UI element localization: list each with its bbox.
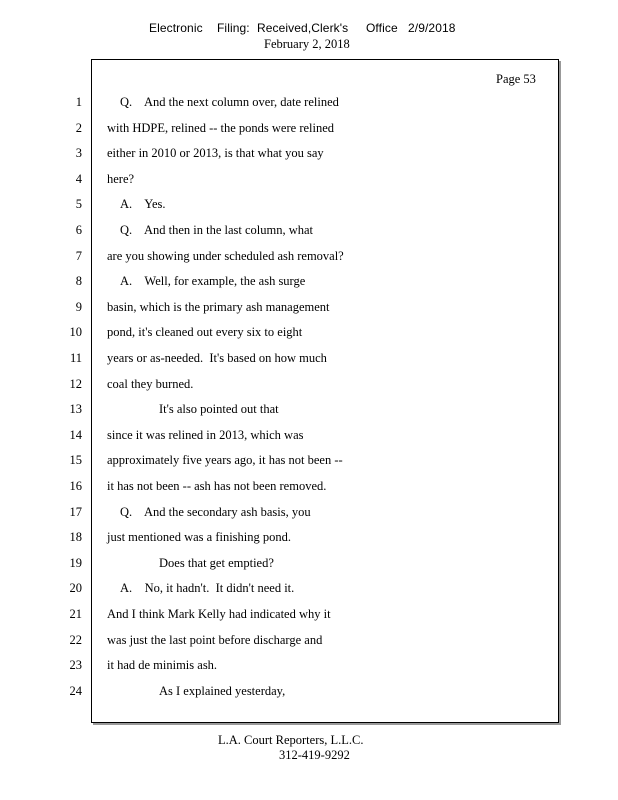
page-number: Page 53 <box>496 72 536 86</box>
line-number: 21 <box>69 607 82 621</box>
transcript-line <box>0 194 618 214</box>
line-number: 23 <box>69 658 82 673</box>
transcript-date: February 2, 2018 <box>264 37 350 51</box>
line-text: since it was relined in 2013, which was <box>107 427 304 442</box>
line-number: 6 <box>75 223 82 237</box>
transcript-line <box>0 246 618 266</box>
line-number: 1 <box>75 95 82 109</box>
line-number: 20 <box>69 581 82 596</box>
line-text: A. No, it hadn't. It didn't need it. <box>120 581 295 596</box>
transcript-line <box>0 476 618 496</box>
line-number: 9 <box>75 299 82 314</box>
stamp-electronic: Electronic <box>149 21 203 35</box>
transcript-line <box>0 681 618 701</box>
line-number: 18 <box>69 530 82 545</box>
stamp-received: Received,Clerk's <box>257 21 349 35</box>
line-text: basin, which is the primary ash management <box>107 299 330 314</box>
line-number: 24 <box>69 683 82 698</box>
line-text: with HDPE, relined -- the ponds were relined <box>107 120 335 135</box>
line-text: it has not been -- ash has not been removed. <box>107 479 327 493</box>
line-text: just mentioned was a finishing pond. <box>107 530 292 545</box>
transcript-line <box>0 578 618 598</box>
transcript-line <box>0 527 618 547</box>
line-number: 13 <box>69 402 82 417</box>
line-number: 16 <box>69 479 82 493</box>
line-number: 4 <box>75 171 82 186</box>
line-text: are you showing under scheduled ash removal? <box>107 248 344 263</box>
line-text: here? <box>107 171 135 186</box>
line-text: either in 2010 or 2013, is that what you say <box>107 146 324 161</box>
transcript-line <box>0 450 618 470</box>
stamp-office: Office <box>366 21 398 35</box>
line-text: A. Yes. <box>120 197 166 212</box>
transcript-line <box>0 220 618 240</box>
line-text: was just the last point before discharge and <box>107 632 323 647</box>
line-number: 22 <box>69 632 82 647</box>
stamp-date: 2/9/2018 <box>408 21 456 35</box>
line-text: coal they burned. <box>107 376 194 391</box>
transcript-line <box>0 399 618 419</box>
transcript-line <box>0 425 618 445</box>
reporter-company: L.A. Court Reporters, L.L.C. <box>218 733 364 747</box>
line-text: And I think Mark Kelly had indicated why it <box>107 607 331 621</box>
line-text: it had de minimis ash. <box>107 658 218 673</box>
line-number: 3 <box>75 146 82 161</box>
transcript-line <box>0 502 618 522</box>
transcript-line <box>0 271 618 291</box>
transcript-line <box>0 118 618 138</box>
line-text: Q. And the next column over, date relined <box>120 95 339 109</box>
transcript-line <box>0 553 618 573</box>
transcript-line <box>0 374 618 394</box>
transcript-line <box>0 630 618 650</box>
line-number: 10 <box>69 325 82 340</box>
transcript-line <box>0 322 618 342</box>
line-text: Q. And then in the last column, what <box>120 223 314 237</box>
line-number: 14 <box>69 427 82 442</box>
stamp-filing: Filing: <box>217 21 250 35</box>
transcript-line <box>0 92 618 112</box>
line-number: 8 <box>75 274 82 289</box>
line-text: Q. And the secondary ash basis, you <box>120 504 311 519</box>
line-number: 5 <box>75 197 82 212</box>
transcript-line <box>0 143 618 163</box>
reporter-phone: 312-419-9292 <box>279 748 350 762</box>
line-text: As I explained yesterday, <box>159 683 286 698</box>
line-number: 7 <box>75 248 82 263</box>
line-text: It's also pointed out that <box>159 402 279 417</box>
transcript-line <box>0 169 618 189</box>
line-text: years or as-needed. It's based on how much <box>107 351 327 365</box>
line-text: A. Well, for example, the ash surge <box>120 274 306 289</box>
transcript-line <box>0 655 618 675</box>
line-number: 19 <box>69 555 82 570</box>
line-text: Does that get emptied? <box>159 555 274 570</box>
transcript-line <box>0 297 618 317</box>
transcript-line <box>0 604 618 624</box>
line-number: 17 <box>69 504 82 519</box>
line-number: 2 <box>75 120 82 135</box>
line-number: 11 <box>69 351 82 365</box>
transcript-line <box>0 348 618 368</box>
line-number: 15 <box>69 453 82 468</box>
line-text: approximately five years ago, it has not been -- <box>107 453 343 468</box>
line-text: pond, it's cleaned out every six to eight <box>107 325 303 340</box>
line-number: 12 <box>69 376 82 391</box>
